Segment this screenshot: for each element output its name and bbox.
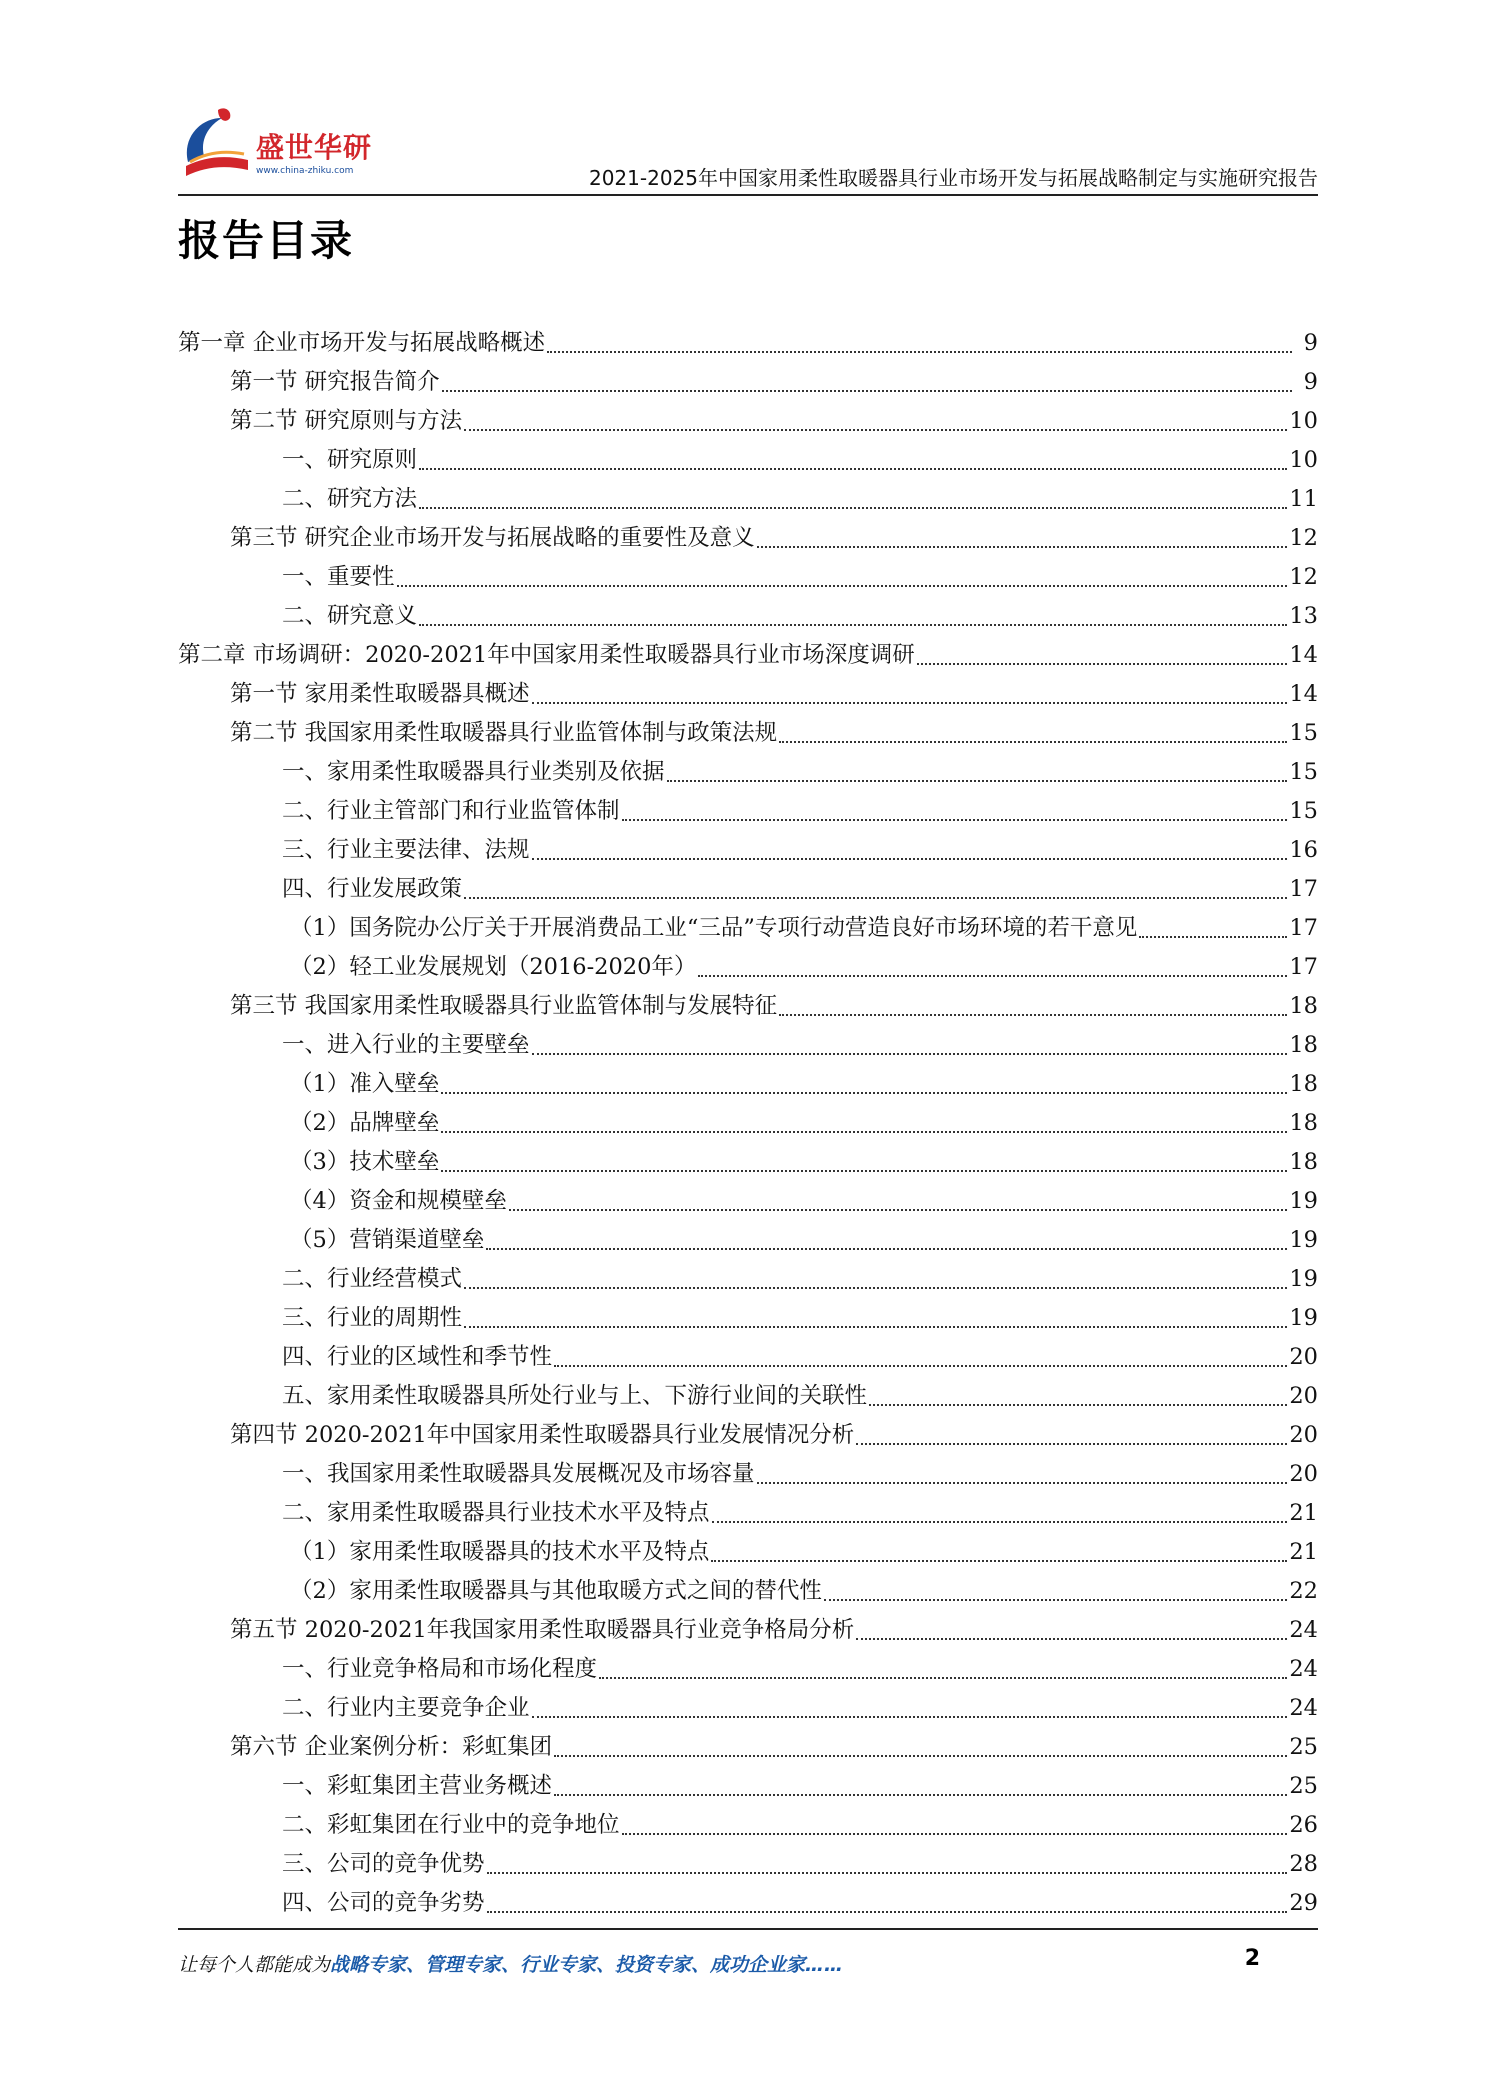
toc-leader-dots (419, 467, 1287, 470)
toc-entry-page: 19 (1289, 1188, 1318, 1214)
toc-entry-page: 9 (1303, 369, 1318, 395)
page-title: 报告目录 (178, 216, 355, 265)
toc-entry-page: 24 (1289, 1656, 1318, 1682)
toc-leader-dots (532, 857, 1288, 860)
toc-leader-dots (779, 1013, 1287, 1016)
toc-entry-page: 10 (1289, 408, 1318, 434)
toc-entry-page: 14 (1289, 681, 1318, 707)
toc-entry-title: 二、研究意义 (282, 603, 418, 629)
toc-entry-title: 一、行业竞争格局和市场化程度 (282, 1656, 598, 1682)
toc-leader-dots (486, 1247, 1287, 1250)
toc-entry[interactable] (178, 1221, 1318, 1260)
toc-entry-page: 24 (1289, 1695, 1318, 1721)
toc-entry-page: 21 (1289, 1539, 1318, 1565)
toc-leader-dots (532, 1052, 1288, 1055)
toc-entry-title: 二、家用柔性取暖器具行业技术水平及特点 (282, 1500, 710, 1526)
toc-entry-page: 15 (1289, 759, 1318, 785)
toc-entry-page: 11 (1289, 486, 1318, 512)
toc-entry-title: 三、行业的周期性 (282, 1305, 463, 1331)
toc-entry-title: （2）家用柔性取暖器具与其他取暖方式之间的替代性 (290, 1578, 822, 1604)
toc-leader-dots (824, 1598, 1288, 1601)
brand-logo-icon (178, 104, 254, 184)
toc-entry-title: 二、行业主管部门和行业监管体制 (282, 798, 620, 824)
toc-entry-page: 9 (1303, 330, 1318, 356)
toc-entry-page: 21 (1289, 1500, 1318, 1526)
toc-entry-page: 20 (1289, 1461, 1318, 1487)
toc-leader-dots (757, 1481, 1288, 1484)
toc-entry[interactable] (178, 1182, 1318, 1221)
toc-entry-page: 19 (1289, 1266, 1318, 1292)
page-number: 2 (1244, 1946, 1260, 1971)
toc-leader-dots (487, 1871, 1288, 1874)
toc-leader-dots (509, 1208, 1288, 1211)
toc-entry-page: 12 (1289, 564, 1318, 590)
toc-entry[interactable] (178, 1455, 1318, 1494)
toc-entry-title: 三、公司的竞争优势 (282, 1851, 485, 1877)
toc-entry-page: 19 (1289, 1305, 1318, 1331)
toc-entry-page: 22 (1289, 1578, 1318, 1604)
toc-entry[interactable] (178, 1767, 1318, 1806)
toc-entry[interactable] (178, 441, 1318, 480)
toc-entry[interactable] (178, 987, 1318, 1026)
toc-entry-title: （1）家用柔性取暖器具的技术水平及特点 (290, 1539, 710, 1565)
toc-entry-page: 24 (1289, 1617, 1318, 1643)
toc-leader-dots (464, 896, 1287, 899)
toc-entry[interactable] (178, 870, 1318, 909)
toc-leader-dots (779, 740, 1287, 743)
toc-leader-dots (554, 1793, 1287, 1796)
toc-entry-title: 二、研究方法 (282, 486, 418, 512)
toc-leader-dots (464, 428, 1287, 431)
toc-entry[interactable] (178, 324, 1318, 363)
toc-entry-title: （2）品牌壁垒 (290, 1110, 440, 1136)
toc-entry-page: 13 (1289, 603, 1318, 629)
toc-entry-title: （1）国务院办公厅关于开展消费品工业“三品”专项行动营造良好市场环境的若干意见 (290, 915, 1138, 941)
toc-leader-dots (711, 1559, 1287, 1562)
page-header (178, 104, 1318, 194)
toc-entry-title: 二、行业经营模式 (282, 1266, 463, 1292)
toc-leader-dots (917, 662, 1288, 665)
toc-entry-page: 26 (1289, 1812, 1318, 1838)
toc-leader-dots (487, 1910, 1288, 1913)
toc-entry[interactable] (178, 1806, 1318, 1845)
toc-entry-title: （2）轻工业发展规划（2016-2020年） (290, 954, 697, 980)
toc-entry[interactable] (178, 1689, 1318, 1728)
toc-entry[interactable] (178, 1611, 1318, 1650)
toc-entry-title: 第一节 家用柔性取暖器具概述 (230, 681, 530, 707)
toc-entry[interactable] (178, 1572, 1318, 1611)
toc-leader-dots (856, 1637, 1287, 1640)
toc-leader-dots (856, 1442, 1287, 1445)
toc-entry[interactable] (178, 1728, 1318, 1767)
toc-entry-page: 20 (1289, 1422, 1318, 1448)
toc-entry-page: 25 (1289, 1734, 1318, 1760)
slogan-prefix: 让每个人都能成为 (178, 1954, 331, 1976)
toc-entry-title: 四、公司的竞争劣势 (282, 1890, 485, 1916)
toc-entry[interactable] (178, 753, 1318, 792)
toc-leader-dots (869, 1403, 1287, 1406)
toc-entry[interactable] (178, 714, 1318, 753)
toc-entry-title: 第二章 市场调研：2020-2021年中国家用柔性取暖器具行业市场深度调研 (178, 642, 915, 668)
toc-entry-page: 19 (1289, 1227, 1318, 1253)
toc-entry[interactable] (178, 636, 1318, 675)
toc-leader-dots (419, 623, 1287, 626)
toc-entry-page: 18 (1289, 1110, 1318, 1136)
table-of-contents (178, 324, 1318, 1923)
toc-entry-title: 一、我国家用柔性取暖器具发展概况及市场容量 (282, 1461, 755, 1487)
toc-entry[interactable] (178, 1416, 1318, 1455)
toc-entry-title: （5）营销渠道壁垒 (290, 1227, 485, 1253)
toc-entry[interactable] (178, 792, 1318, 831)
toc-entry-title: （3）技术壁垒 (290, 1149, 440, 1175)
toc-entry-page: 20 (1289, 1383, 1318, 1409)
toc-entry-page: 17 (1289, 954, 1318, 980)
toc-entry[interactable] (178, 519, 1318, 558)
toc-entry[interactable] (178, 1884, 1318, 1923)
toc-entry-title: 一、研究原则 (282, 447, 418, 473)
toc-entry-title: 第四节 2020-2021年中国家用柔性取暖器具行业发展情况分析 (230, 1422, 855, 1448)
toc-entry[interactable] (178, 1338, 1318, 1377)
toc-leader-dots (441, 1169, 1287, 1172)
toc-entry-title: 第二节 我国家用柔性取暖器具行业监管体制与政策法规 (230, 720, 778, 746)
toc-entry-title: 第五节 2020-2021年我国家用柔性取暖器具行业竞争格局分析 (230, 1617, 855, 1643)
toc-entry-page: 16 (1289, 837, 1318, 863)
footer-divider (178, 1928, 1318, 1930)
toc-entry-title: 第三节 我国家用柔性取暖器具行业监管体制与发展特征 (230, 993, 778, 1019)
toc-entry[interactable] (178, 480, 1318, 519)
toc-entry-page: 25 (1289, 1773, 1318, 1799)
toc-entry[interactable] (178, 1260, 1318, 1299)
toc-entry-title: 第二节 研究原则与方法 (230, 408, 463, 434)
toc-leader-dots (622, 1832, 1288, 1835)
toc-entry[interactable] (178, 1533, 1318, 1572)
toc-entry[interactable] (178, 402, 1318, 441)
toc-entry-page: 18 (1289, 1071, 1318, 1097)
toc-entry[interactable] (178, 909, 1318, 948)
brand-url: www.china-zhiku.com (256, 166, 354, 176)
toc-entry-title: 二、彩虹集团在行业中的竞争地位 (282, 1812, 620, 1838)
toc-entry[interactable] (178, 1845, 1318, 1884)
toc-entry-title: 一、家用柔性取暖器具行业类别及依据 (282, 759, 665, 785)
toc-entry[interactable] (178, 1065, 1318, 1104)
toc-leader-dots (1139, 935, 1287, 938)
toc-entry[interactable] (178, 1299, 1318, 1338)
toc-entry-page: 20 (1289, 1344, 1318, 1370)
footer-slogan (178, 1950, 843, 1977)
toc-leader-dots (532, 701, 1288, 704)
toc-entry[interactable] (178, 1026, 1318, 1065)
toc-entry-title: （4）资金和规模壁垒 (290, 1188, 507, 1214)
toc-entry-page: 17 (1289, 876, 1318, 902)
toc-leader-dots (622, 818, 1288, 821)
brand-name: 盛世华研 (256, 131, 373, 164)
toc-entry-title: 二、行业内主要竞争企业 (282, 1695, 530, 1721)
toc-entry-page: 29 (1289, 1890, 1318, 1916)
toc-entry[interactable] (178, 1377, 1318, 1416)
toc-entry-title: 三、行业主要法律、法规 (282, 837, 530, 863)
toc-leader-dots (442, 389, 1292, 392)
toc-leader-dots (532, 1715, 1288, 1718)
toc-entry-page: 14 (1289, 642, 1318, 668)
report-title: 2021-2025年中国家用柔性取暖器具行业市场开发与拓展战略制定与实施研究报告 (588, 166, 1318, 190)
toc-leader-dots (441, 1091, 1287, 1094)
toc-entry-title: 四、行业的区域性和季节性 (282, 1344, 553, 1370)
toc-entry-title: 第一节 研究报告简介 (230, 369, 440, 395)
toc-entry[interactable] (178, 558, 1318, 597)
toc-entry-title: 第六节 企业案例分析：彩虹集团 (230, 1734, 553, 1760)
toc-entry-title: 一、进入行业的主要壁垒 (282, 1032, 530, 1058)
toc-entry[interactable] (178, 363, 1318, 402)
toc-leader-dots (397, 584, 1288, 587)
toc-entry-title: 五、家用柔性取暖器具所处行业与上、下游行业间的关联性 (282, 1383, 868, 1409)
header-divider (178, 194, 1318, 196)
toc-entry[interactable] (178, 1104, 1318, 1143)
toc-entry-page: 10 (1289, 447, 1318, 473)
toc-entry[interactable] (178, 1143, 1318, 1182)
toc-entry[interactable] (178, 675, 1318, 714)
slogan-highlight: 战略专家、管理专家、行业专家、投资专家、成功企业家…… (330, 1954, 844, 1976)
toc-entry-page: 15 (1289, 798, 1318, 824)
toc-leader-dots (712, 1520, 1288, 1523)
toc-entry[interactable] (178, 1494, 1318, 1533)
toc-entry-page: 28 (1289, 1851, 1318, 1877)
toc-leader-dots (698, 974, 1287, 977)
toc-entry-title: 第三节 研究企业市场开发与拓展战略的重要性及意义 (230, 525, 755, 551)
toc-leader-dots (547, 350, 1292, 353)
toc-entry-title: 四、行业发展政策 (282, 876, 463, 902)
toc-entry-page: 15 (1289, 720, 1318, 746)
toc-entry[interactable] (178, 831, 1318, 870)
toc-entry-title: 一、重要性 (282, 564, 395, 590)
toc-entry-page: 18 (1289, 1032, 1318, 1058)
toc-leader-dots (441, 1130, 1287, 1133)
toc-entry-page: 18 (1289, 993, 1318, 1019)
toc-entry-page: 12 (1289, 525, 1318, 551)
toc-leader-dots (554, 1754, 1287, 1757)
toc-leader-dots (419, 506, 1287, 509)
toc-leader-dots (554, 1364, 1287, 1367)
toc-entry[interactable] (178, 1650, 1318, 1689)
toc-entry-page: 17 (1289, 915, 1318, 941)
toc-entry-page: 18 (1289, 1149, 1318, 1175)
toc-entry-title: 一、彩虹集团主营业务概述 (282, 1773, 553, 1799)
toc-entry-title: （1）准入壁垒 (290, 1071, 440, 1097)
toc-entry[interactable] (178, 948, 1318, 987)
toc-leader-dots (599, 1676, 1287, 1679)
toc-entry-title: 第一章 企业市场开发与拓展战略概述 (178, 330, 546, 356)
toc-entry[interactable] (178, 597, 1318, 636)
toc-leader-dots (464, 1286, 1287, 1289)
toc-leader-dots (667, 779, 1288, 782)
toc-leader-dots (464, 1325, 1287, 1328)
brand-logo (178, 104, 408, 184)
toc-leader-dots (757, 545, 1288, 548)
